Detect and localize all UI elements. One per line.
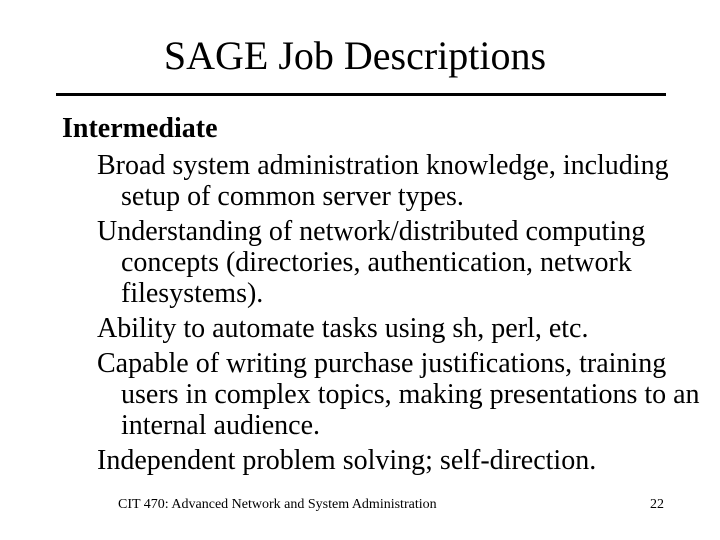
footer-course-label: CIT 470: Advanced Network and System Administration (118, 497, 437, 512)
slide-title: SAGE Job Descriptions (163, 33, 547, 78)
bullet-item-independence: Independent problem solving; self-direction. (97, 445, 597, 476)
bullet-item-communication: Capable of writing purchase justifications, training users in complex topics, making presentations to an internal audience. (97, 348, 700, 441)
bullet-item-automation: Ability to automate tasks using sh, perl, etc. (97, 313, 589, 344)
section-heading: Intermediate (62, 113, 218, 144)
title-divider (56, 93, 666, 96)
bullet-item-network-concepts: Understanding of network/distributed computing concepts (directories, authentication, network filesystems). (97, 216, 646, 309)
bullet-item-system-knowledge: Broad system administration knowledge, including setup of common server types. (97, 150, 669, 212)
page-number: 22 (650, 497, 664, 512)
bullet-list (97, 150, 707, 480)
